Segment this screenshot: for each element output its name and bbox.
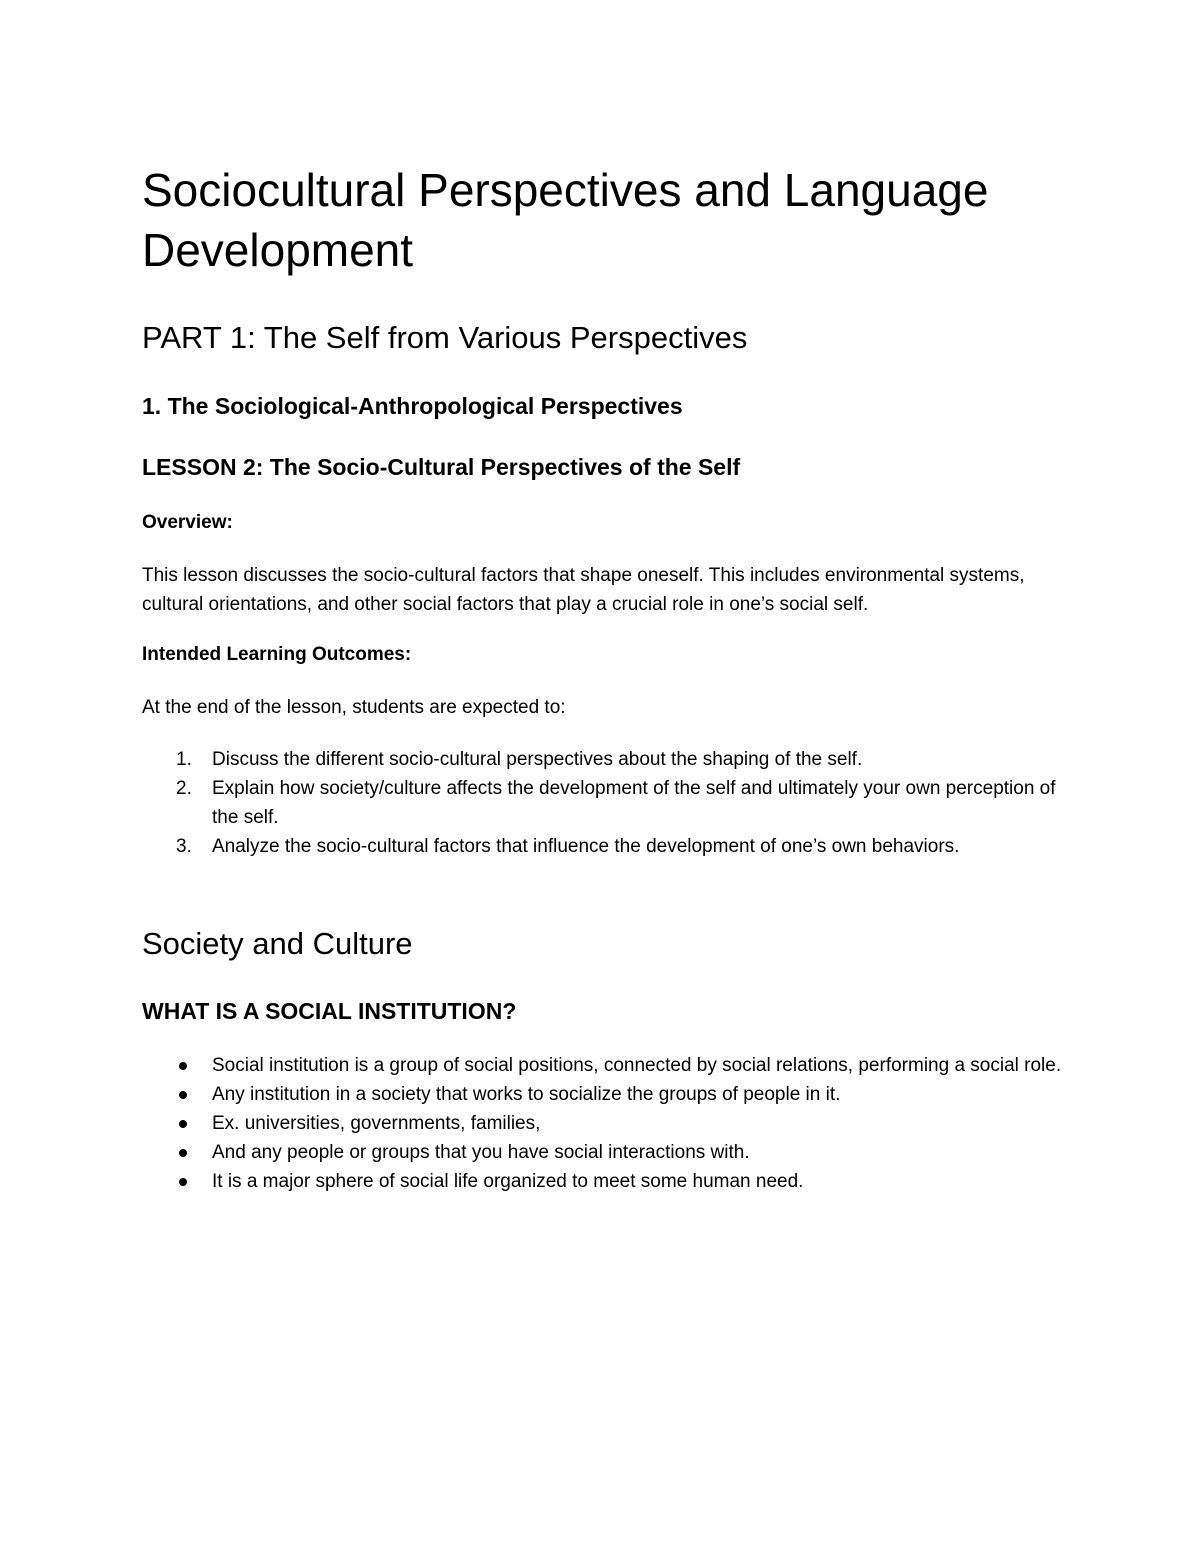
list-item xyxy=(142,1167,1062,1196)
lesson-heading: LESSON 2: The Socio-Cultural Perspectives of the Self xyxy=(142,454,741,480)
outcomes-list xyxy=(142,745,1062,861)
list-item-text: Discuss the different socio-cultural perspectives about the shaping of the self. xyxy=(212,749,863,770)
bullet-icon xyxy=(179,1091,187,1099)
overview-paragraph: This lesson discusses the socio-cultural factors that shape oneself. This includes environmental systems, cultural orientations, and other social factors that play a crucial role in one’s social self. xyxy=(142,565,1025,615)
list-item-text: Ex. universities, governments, families, xyxy=(212,1113,541,1134)
section-heading: Society and Culture xyxy=(142,926,413,961)
list-item-text: Social institution is a group of social positions, connected by social relations, performing a social role. xyxy=(212,1055,1062,1076)
list-item xyxy=(142,1138,1062,1167)
document-title: Sociocultural Perspectives and Language Development xyxy=(142,164,989,276)
list-item xyxy=(142,745,1062,774)
list-item-text: Analyze the socio-cultural factors that influence the development of one’s own behaviors. xyxy=(212,836,960,857)
bullet-icon xyxy=(179,1120,187,1128)
list-number: 3. xyxy=(176,836,192,857)
list-item xyxy=(142,1109,1062,1138)
perspective-heading: 1. The Sociological-Anthropological Perspectives xyxy=(142,393,683,419)
institution-heading: WHAT IS A SOCIAL INSTITUTION? xyxy=(142,998,517,1024)
list-item-text: It is a major sphere of social life organized to meet some human need. xyxy=(212,1171,804,1192)
bullet-icon xyxy=(179,1149,187,1157)
list-item xyxy=(142,1051,1062,1080)
list-item-text: Any institution in a society that works to socialize the groups of people in it. xyxy=(212,1084,841,1105)
list-number: 2. xyxy=(176,778,192,799)
list-item xyxy=(142,774,1062,832)
list-item-text: Explain how society/culture affects the development of the self and ultimately your own perception of the self. xyxy=(212,778,1056,828)
list-item-text: And any people or groups that you have social interactions with. xyxy=(212,1142,750,1163)
outcomes-label: Intended Learning Outcomes: xyxy=(142,644,412,665)
list-number: 1. xyxy=(176,749,192,770)
list-item xyxy=(142,832,1062,861)
bullet-icon xyxy=(179,1178,187,1186)
overview-label: Overview: xyxy=(142,512,233,533)
part-heading: PART 1: The Self from Various Perspectives xyxy=(142,320,748,355)
institution-list xyxy=(142,1051,1062,1196)
bullet-icon xyxy=(179,1062,187,1070)
outcomes-intro: At the end of the lesson, students are expected to: xyxy=(142,697,566,718)
list-item xyxy=(142,1080,1062,1109)
